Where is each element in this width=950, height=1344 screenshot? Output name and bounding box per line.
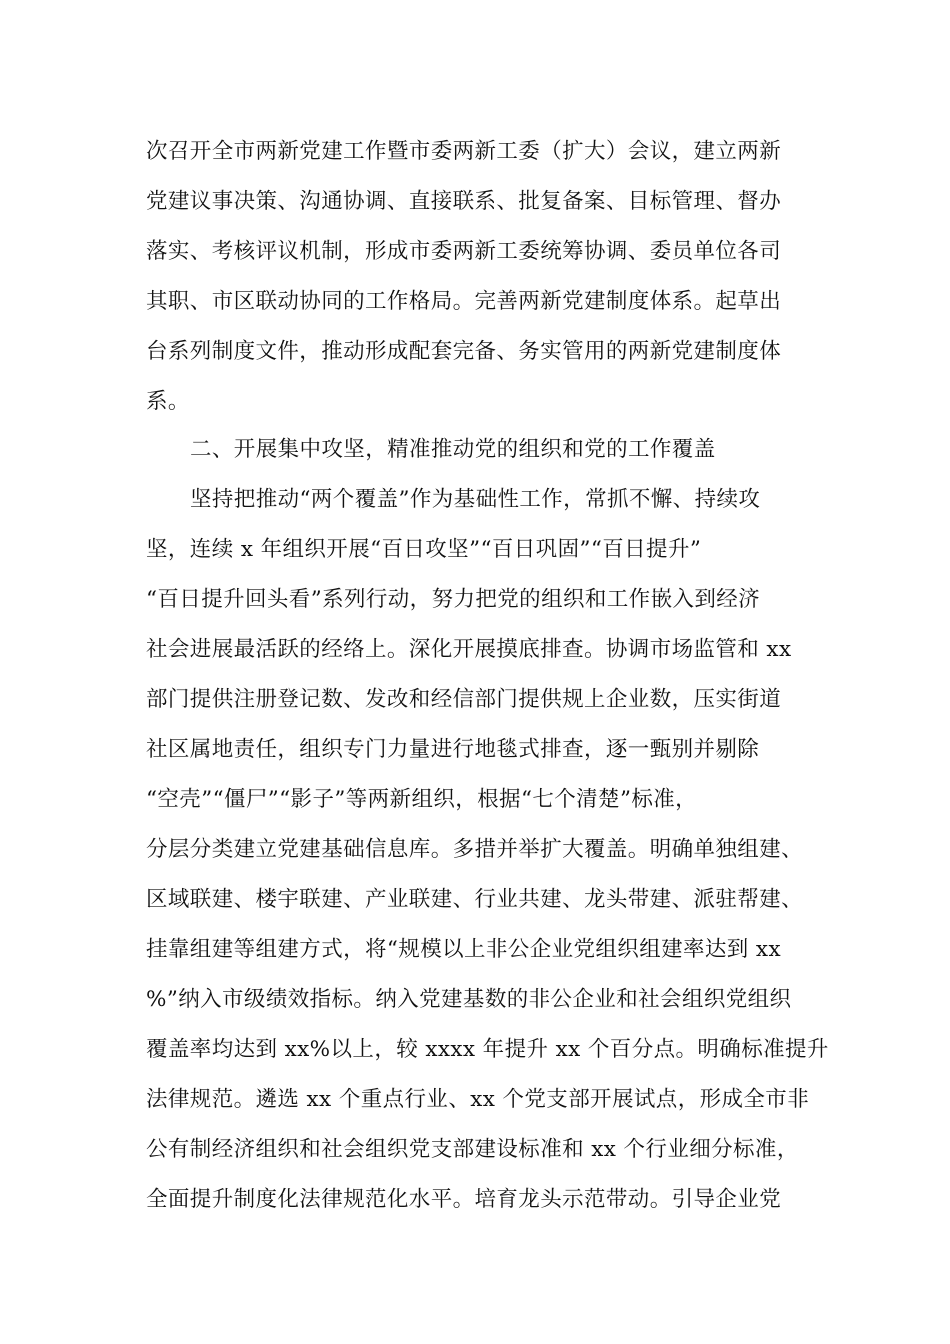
text-line: 其职、市区联动协同的工作格局。完善两新党建制度体系。起草出 [146, 289, 782, 314]
text-line: 社区属地责任，组织专门力量进行地毯式排查，逐一甄别并剔除 [146, 737, 760, 762]
text-line: 挂靠组建等组建方式，将“规模以上非公企业党组织组建率达到 xx [146, 937, 781, 962]
text-line: 部门提供注册登记数、发改和经信部门提供规上企业数，压实街道 [146, 687, 782, 712]
text-line: 次召开全市两新党建工作暨市委两新工委（扩大）会议，建立两新 [146, 139, 782, 164]
text-line: 公有制经济组织和社会组织党支部建设标准和 xx 个行业细分标准， [146, 1137, 799, 1162]
text-line: 全面提升制度化法律规范化水平。培育龙头示范带动。引导企业党 [146, 1187, 782, 1212]
section-heading: 二、开展集中攻坚，精准推动党的组织和党的工作覆盖 [190, 437, 716, 462]
text-line: 区域联建、楼宇联建、产业联建、行业共建、龙头带建、派驻帮建、 [146, 887, 804, 912]
text-line: “空壳”“僵尸”“影子”等两新组织，根据“七个清楚”标准， [146, 787, 698, 812]
text-line: 台系列制度文件，推动形成配套完备、务实管用的两新党建制度体 [146, 339, 782, 364]
text-line: 分层分类建立党建基础信息库。多措并举扩大覆盖。明确单独组建、 [146, 837, 804, 862]
text-line: 系。 [146, 389, 190, 414]
text-line: 坚，连续 x 年组织开展“百日攻坚”“百日巩固”“百日提升” [146, 537, 702, 562]
text-line: “百日提升回头看”系列行动，努力把党的组织和工作嵌入到经济 [146, 587, 761, 612]
text-line: 覆盖率均达到 xx%以上，较 xxxx 年提升 xx 个百分点。明确标准提升 [146, 1037, 829, 1062]
text-line: 坚持把推动“两个覆盖”作为基础性工作，常抓不懈、持续攻 [190, 487, 761, 512]
text-line: %”纳入市级绩效指标。纳入党建基数的非公企业和社会组织党组织 [146, 987, 792, 1012]
text-line: 落实、考核评议机制，形成市委两新工委统筹协调、委员单位各司 [146, 239, 782, 264]
text-line: 党建议事决策、沟通协调、直接联系、批复备案、目标管理、督办 [146, 189, 782, 214]
text-line: 法律规范。遴选 xx 个重点行业、xx 个党支部开展试点，形成全市非 [146, 1087, 810, 1112]
text-line: 社会进展最活跃的经络上。深化开展摸底排查。协调市场监管和 xx [146, 637, 792, 662]
